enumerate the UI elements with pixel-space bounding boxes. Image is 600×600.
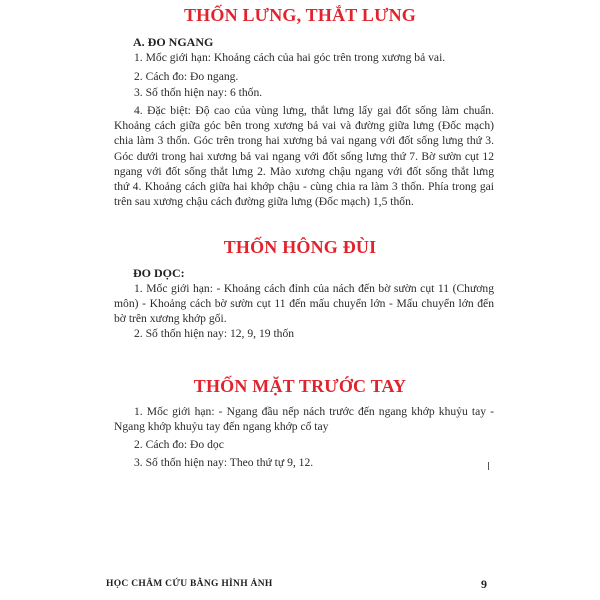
footer-page-number: 9 <box>481 577 487 591</box>
paragraph-so-thon-2: 2. Số thốn hiện nay: 12, 9, 19 thốn <box>134 327 295 340</box>
paragraph-so-thon-1: 3. Số thốn hiện nay: 6 thốn. <box>134 86 263 99</box>
paragraph-moc-gioi-han-2: 1. Mốc giới hạn: - Khoảng cách đỉnh của nách đến bờ sườn cụt 11 (Chương môn) - Khoảng cách bờ sườn cụt 11 đến mấu chuyển lớn - Mấu chuyển lớn đến bờ trên xương khớp gối. <box>114 282 494 326</box>
section-title-lung: THỐN LƯNG, THẮT LƯNG <box>183 5 417 25</box>
paragraph-cach-do-3: 2. Cách đo: Đo dọc <box>134 438 224 451</box>
paragraph-cach-do-1: 2. Cách đo: Đo ngang. <box>134 70 239 83</box>
subheading-do-ngang: A. ĐO NGANG <box>133 35 214 49</box>
paragraph-so-thon-3: 3. Số thốn hiện nay: Theo thứ tự 9, 12. <box>134 456 314 469</box>
print-mark <box>488 462 489 470</box>
section-title-mat-truoc-tay: THỐN MẶT TRƯỚC TAY <box>193 376 407 396</box>
paragraph-dac-biet: 4. Đặc biệt: Độ cao của vùng lưng, thắt lưng lấy gai đốt sống làm chuẩn. Khoảng cách giữa góc bên trong xương bả vai và đường giữa lưng (Đốc mạch) chia làm 3 thốn. Góc trên trong hai xương bả vai ngang với đốt sống lưng thứ 3. Góc dưới trong hai xương bả vai ngang với đốt sống lưng thứ 7. Bờ sườn cụt 12 ngang với đốt sống thắt lưng 2. Mào xương chậu ngang với đốt sống thắt lưng thứ 4. Khoảng cách giữa hai khớp chậu - cùng chia ra làm 3 thốn. Phía trong gai trên sau xương chậu cách đường giữa lưng (Đốc mạch) 1,5 thốn. <box>114 104 494 209</box>
subheading-do-doc: ĐO DỌC: <box>133 266 185 280</box>
paragraph-moc-gioi-han-1: 1. Mốc giới hạn: Khoảng cách của hai góc trên trong xương bả vai. <box>134 51 446 64</box>
footer-book-title: HỌC CHÂM CỨU BẰNG HÌNH ẢNH <box>106 579 273 589</box>
paragraph-moc-gioi-han-3: 1. Mốc giới hạn: - Ngang đầu nếp nách trước đến ngang khớp khuỷu tay - Ngang khớp khuỷu tay đến ngang khớp cổ tay <box>114 405 494 434</box>
section-title-hong-dui: THỐN HÔNG ĐÙI <box>223 237 377 257</box>
